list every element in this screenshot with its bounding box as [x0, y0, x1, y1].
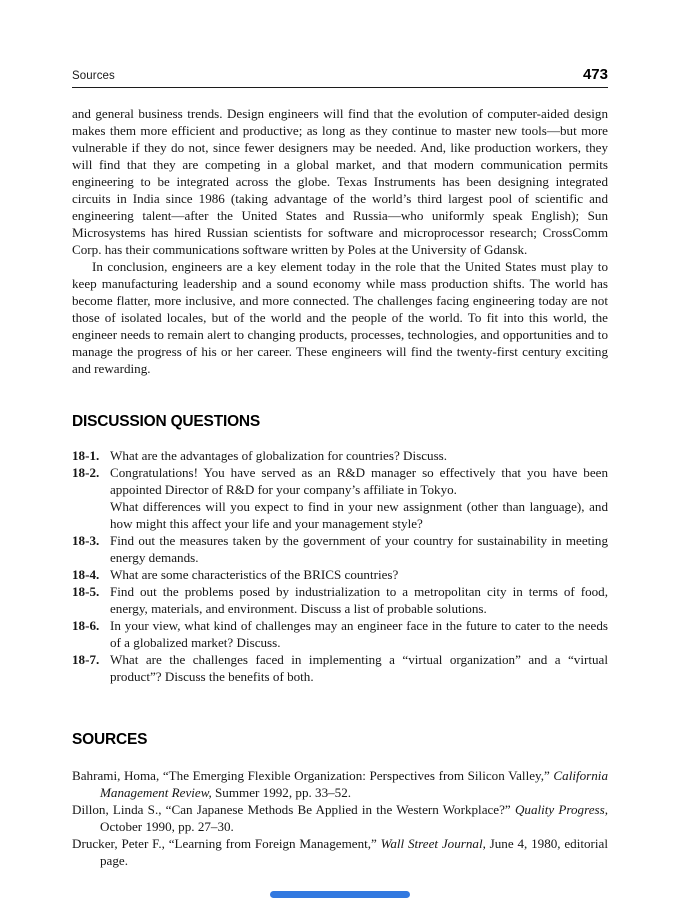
source-text: October 1990, pp. 27–30. — [100, 819, 234, 834]
question-text: Find out the problems posed by industrialization to a metropolitan city in terms of food, energy, materials, and environment. Discuss a list of probable solutions. — [110, 584, 608, 616]
source-entry — [72, 801, 608, 835]
running-header-title: Sources — [72, 70, 115, 82]
source-journal-title: California Management Review, — [100, 768, 608, 800]
question-number: 18-2. — [72, 465, 100, 480]
source-journal-title: Wall Street Journal, — [380, 836, 486, 851]
source-journal-title: Quality Progress, — [514, 802, 608, 817]
source-text: Drucker, Peter F., “Learning from Foreign Management,” — [72, 836, 381, 851]
scroll-handle[interactable] — [270, 891, 410, 898]
question-number: 18-6. — [72, 618, 100, 633]
source-entry — [72, 835, 608, 869]
question-item — [72, 651, 608, 685]
question-number: 18-5. — [72, 584, 100, 599]
running-header — [72, 66, 608, 83]
question-item — [72, 617, 608, 651]
page-number: 473 — [582, 66, 608, 83]
body-paragraph: In conclusion, engineers are a key element today in the role that the United States must play to keep manufacturing leadership and a sound economy while mass production shifts. The world has become flatter, more inclusive, and more connected. The challenges facing engineering today are not those of isolated locales, but of the world and the people of the world. To fit into this world, the engineer needs to remain alert to changing products, processes, technologies, and opportunities and to manage the progress of his or her career. These engineers will find the twenty-first century exciting and rewarding. — [72, 259, 608, 376]
question-text: What are the advantages of globalization for countries? Discuss. — [110, 448, 448, 463]
header-rule — [72, 87, 608, 88]
question-text: In your view, what kind of challenges may an engineer face in the future to cater to the needs of a globalized market? Discuss. — [110, 618, 608, 650]
question-text: Congratulations! You have served as an R&D manager so effectively that you have been appointed Director of R&D for your company’s affiliate in Tokyo. — [110, 465, 608, 497]
source-text: Summer 1992, pp. 33–52. — [211, 785, 352, 800]
sources-heading: SOURCES — [72, 731, 148, 748]
question-number: 18-1. — [72, 448, 100, 463]
body-paragraph: and general business trends. Design engineers will find that the evolution of computer-aided design makes them more efficient and productive; as long as they continue to master new tools—but more vulnerable if they do not, since fewer designers may be needed. And, like production workers, they will find that they are competing in a global market, and that modern communication permits engineering to be integrated across the globe. Texas Instruments has been designing integrated circuits in India since 1986 (taking advantage of the world’s third largest pool of scientific and engineering talent—after the United States and Russia—who uniformly speak English); Sun Microsystems has hired Russian scientists for software and microprocessor research; CrossComm Corp. has their communications software written by Poles at the University of Gdansk. — [72, 106, 608, 257]
source-text: Bahrami, Homa, “The Emerging Flexible Organization: Perspectives from Silicon Valley,” — [72, 768, 554, 783]
question-number: 18-7. — [72, 652, 100, 667]
discussion-questions-heading: DISCUSSION QUESTIONS — [72, 413, 261, 430]
question-text: What are some characteristics of the BRICS countries? — [110, 567, 399, 582]
question-text: Find out the measures taken by the government of your country for sustainability in meeting energy demands. — [110, 533, 608, 565]
source-text: June 4, 1980, editorial page. — [100, 836, 608, 868]
question-item — [72, 447, 608, 464]
question-item — [72, 566, 608, 583]
question-item — [72, 464, 608, 532]
question-item — [72, 583, 608, 617]
question-text: What differences will you expect to find in your new assignment (other than language), and how might this affect your life and your management style? — [110, 499, 608, 531]
source-entry — [72, 767, 608, 801]
question-text: What are the challenges faced in implementing a “virtual organization” and a “virtual product”? Discuss the benefits of both. — [110, 652, 608, 684]
discussion-questions-list — [72, 447, 608, 685]
question-number: 18-4. — [72, 567, 100, 582]
question-item — [72, 532, 608, 566]
sources-list — [72, 767, 608, 869]
question-number: 18-3. — [72, 533, 100, 548]
body-text — [72, 105, 608, 377]
source-text: Dillon, Linda S., “Can Japanese Methods Be Applied in the Western Workplace?” — [72, 802, 515, 817]
